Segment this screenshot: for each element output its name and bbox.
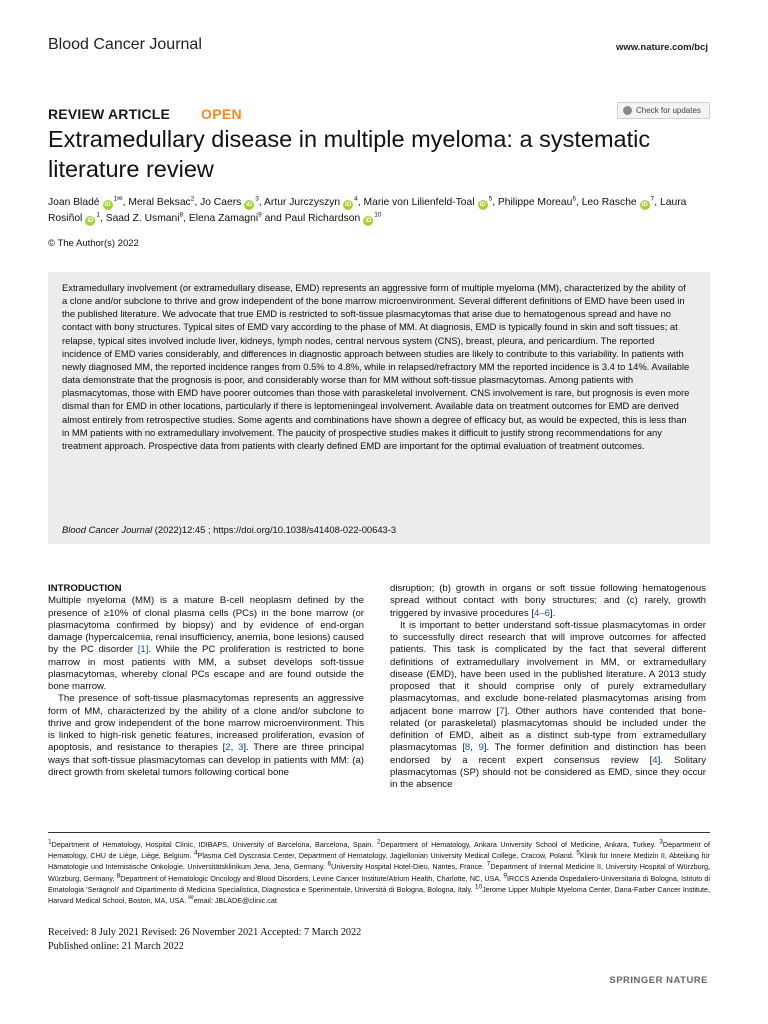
author-separator: , — [654, 197, 661, 208]
paragraph-text: disruption; (b) growth in organs or soft tissue following hematogenous spread without contact with bony structures; and (c) rarely, growth triggered by invasive procedures [ — [390, 583, 706, 619]
article-type-label: REVIEW ARTICLE — [48, 106, 171, 122]
author-affiliation-sup: 2 — [190, 195, 195, 203]
author-affiliation-sup: 8 — [179, 211, 184, 219]
author-separator: , — [357, 197, 364, 208]
author-name[interactable]: Jo Caers — [200, 197, 242, 208]
copyright-notice: © The Author(s) 2022 — [48, 238, 139, 249]
orcid-icon[interactable]: iD — [87, 217, 94, 224]
affiliation-number: 10 — [474, 883, 483, 891]
affiliation-text: Department of Hematologic Oncology and Blood Disorders, Levine Cancer Institute/Atrium Health, Charlotte, NC, USA. — [120, 873, 504, 883]
affiliation-number: 1 — [48, 838, 52, 846]
citation-line — [62, 524, 396, 535]
author-separator: , — [492, 197, 498, 208]
section-heading-introduction: INTRODUCTION — [48, 583, 122, 594]
author-name[interactable]: Meral Beksac — [128, 197, 191, 208]
body-paragraph — [48, 595, 364, 693]
author-name[interactable]: Marie von Lilienfeld-Toal — [363, 197, 475, 208]
body-column-right — [390, 583, 706, 791]
paragraph-text: Multiple myeloma (MM) is a mature B-cell neoplasm defined by the presence of ≥10% of clonal plasma cells (PCs) in the bone marrow (or plasmacytoma confirmed by biopsy) and by evidence of end-organ damage (hypercalcemia, renal insufficiency, anemia, bone lesions) caused by the PC disorder — [48, 595, 364, 656]
paragraph-text: ]. The former definition and distinction has been endorsed by a recent expert consensus review [ — [390, 742, 706, 766]
paragraph-text: ]. Solitary plasmacytomas (SP) should not be considered as EMD, since they occur in the absence — [390, 754, 706, 790]
affiliation-text: Department of Hematology, Hospital Clínic, IDIBAPS, University of Barcelona, Barcelona, Spain. — [51, 840, 377, 849]
citation-details[interactable]: (2022)12:45 ; https://doi.org/10.1038/s41408-022-00643-3 — [152, 524, 397, 535]
author-separator: and — [261, 212, 285, 224]
body-column-left — [48, 583, 364, 779]
author-name[interactable]: Leo Rasche — [581, 197, 637, 208]
paragraph-text: ]. There are three principal ways that soft-tissue plasmacytomas can develop in patients with MM: (a) direct growth from skeletal tumors following cortical bone — [48, 742, 364, 778]
body-paragraph — [390, 620, 706, 792]
open-access-label: OPEN — [201, 106, 242, 122]
author-affiliation-sup: 1✉ — [113, 195, 123, 203]
orcid-icon[interactable]: iD — [104, 202, 111, 208]
abstract-text: Extramedullary involvement (or extramedullary disease, EMD) represents an aggressive form of multiple myeloma (MM), characterized by the ability of a clone and/or subclone to thrive and grow independent of the bone marrow microenvironment. Several different definitions of EMD have been used in the published literature. We advocate that true EMD is restricted to soft-tissue plasmacytomas that arise due to hematogenous spread and have no contact with bony structures. Typical sites of EMD vary according to the phase of MM. At diagnosis, EMD is typically found in skin and soft tissues; at relapse, typical sites involved include liver, kidneys, lymph nodes, central nervous system (CNS), breast, pleura, and pericardium. The reported incidence of EMD varies considerably, and differences in diagnostic approach between studies are likely to contribute to this variability. In patients with newly diagnosed MM, the reported incidence ranges from 0.5% to 4.8%, while in relapsed/refractory MM the reported incidence is 3.4 to 14%. Available data demonstrate that the prognosis is poor, and considerably worse than for MM without soft-tissue plasmacytomas. Among patients with plasmacytomas, those with EMD have poorer outcomes than those with paraskeletal involvement. CNS involvement is rare, but prognosis is even more dismal than for EMD in other locations, particularly if there is leptomeningeal involvement. Available data on treatment outcomes for EMD are derived almost entirely from retrospective studies. Some agents and combinations have shown a degree of efficacy but, as would be expected, this is less than in MM patients with no extramedullary involvement. The paucity of prospective studies makes it difficult to justify strong recommendations for any treatment approach. Prospective data from patients with clearly defined EMD are important for the optimal evaluation of treatment outcomes. — [62, 282, 690, 451]
paragraph-text: The presence of soft-tissue plasmacytomas represents an aggressive form of MM, characterized by the ability of a clone and/or subclone to thrive and grow independent of the bone marrow microenvironment. This is linked to high-risk genetic features, increased proliferation, evasion of apoptosis, and resistance to therapies [ — [48, 693, 364, 754]
affiliation-number: 9 — [503, 872, 508, 880]
author-affiliation-sup: 9 — [258, 211, 262, 219]
paragraph-text: ]. Other authors have contended that bone-related (or paraskeletal) plasmacytomas should be included under the definition of EMD, albeit as a distinct sub-type from extramedullary plasmacytomas [ — [390, 705, 706, 754]
author-affiliation-sup: 6 — [572, 195, 576, 203]
reference-link[interactable]: 9 — [478, 742, 484, 754]
author-list — [48, 195, 708, 226]
paragraph-text: . While the PC proliferation is restricted to bone marrow in most patients with MM, a subset develops soft-tissue plasmacytomas, whereby clonal PCs escape and are found outside the bone marrow. — [48, 644, 364, 692]
affiliation-text: Department of Internal Medicine II, University Hospital of Würzburg, Würzburg, Germany. — [48, 862, 711, 883]
affiliation-number: ✉ — [188, 894, 194, 902]
reference-link[interactable]: 3 — [238, 742, 244, 754]
article-dates — [48, 926, 708, 953]
affiliation-text: IRCCS Azienda Ospedaliero-Universitaria di Bologna, Istituto di Ematologia 'Seràgnoli' and Dipartimento di Medicina Specialistica, Diagnostica e Sperimentale, Università di Bologna, Bologna, Italy. — [48, 873, 710, 894]
paragraph-text: , — [230, 742, 239, 754]
journal-name: Blood Cancer Journal — [48, 36, 202, 53]
author-affiliation-sup: 7 — [650, 195, 655, 203]
author-name[interactable]: Laura Rosiñol — [48, 197, 687, 224]
check-updates-icon — [623, 106, 632, 115]
author-separator: , — [575, 197, 582, 208]
orcid-icon[interactable]: iD — [246, 202, 253, 208]
author-affiliation-sup: 1 — [96, 211, 100, 219]
article-title: Extramedullary disease in multiple myeloma: a systematic literature review — [48, 126, 651, 182]
author-separator: , — [99, 212, 106, 224]
dates-published-line: Published online: 21 March 2022 — [48, 940, 184, 952]
abstract-box — [48, 272, 710, 544]
journal-url-link[interactable]: www.nature.com/bcj — [615, 42, 708, 53]
author-separator: , — [258, 197, 265, 208]
dates-received-line: Received: 8 July 2021 Revised: 26 November 2021 Accepted: 7 March 2022 — [48, 927, 362, 938]
author-affiliation-sup: 10 — [374, 211, 382, 219]
reference-link[interactable]: 8 — [464, 742, 471, 754]
affiliations-footnote — [48, 839, 710, 906]
footnote-divider — [48, 832, 710, 833]
affiliation-number: 2 — [376, 838, 381, 846]
affiliation-number: 4 — [193, 849, 198, 857]
paragraph-text: , — [470, 742, 479, 754]
body-paragraph — [48, 693, 364, 779]
affiliation-text: Plasma Cell Dyscrasia Center, Department of Hematology, Jagiellonian University Medical College, Cracow, Poland. — [197, 851, 577, 861]
author-name[interactable]: Paul Richardson — [284, 212, 361, 224]
check-updates-label: Check for updates — [636, 106, 701, 115]
reference-link[interactable]: 4 — [652, 754, 658, 766]
reference-link[interactable]: 4–6 — [533, 607, 550, 619]
affiliation-text: University Hospital Hotel-Dieu, Nantes, France. — [331, 862, 487, 872]
author-name[interactable]: Elena Zamagni — [188, 212, 259, 224]
author-name[interactable]: Saad Z. Usmani — [105, 212, 180, 224]
affiliation-number: 5 — [576, 849, 580, 857]
affiliation-text: Department of Hematology, CHU de Liège, Liège, Belgium. — [48, 840, 710, 861]
affiliation-text[interactable]: email: JBLADE@clinic.cat — [193, 896, 277, 906]
affiliation-number: 7 — [486, 861, 491, 869]
author-separator: , — [194, 197, 201, 208]
reference-link[interactable]: [1] — [137, 644, 149, 656]
author-name[interactable]: Artur Jurczyszyn — [264, 197, 341, 208]
orcid-icon[interactable]: iD — [345, 202, 352, 208]
orcid-icon[interactable]: iD — [641, 202, 648, 208]
affiliation-number: 6 — [327, 861, 332, 869]
reference-link[interactable]: 7 — [499, 705, 505, 717]
author-name[interactable]: Joan Bladé — [48, 197, 100, 208]
author-affiliation-sup: 3 — [255, 195, 259, 203]
author-affiliation-sup: 4 — [354, 195, 358, 203]
affiliation-text: Department of Hematology, Ankara University School of Medicine, Ankara, Turkey. — [380, 840, 660, 849]
reference-link[interactable]: 2 — [225, 742, 231, 754]
paragraph-text: ]. — [550, 607, 556, 619]
citation-journal: Blood Cancer Journal — [62, 524, 153, 535]
orcid-icon[interactable]: iD — [479, 202, 486, 208]
orcid-icon[interactable]: iD — [365, 217, 372, 224]
paragraph-text: It is important to better understand soft-tissue plasmacytomas in order to successfully direct research that will improve outcomes for affected patients. This task is complicated by the fact that several different definitions of extramedullary involvement in MM, or extramedullary disease (EMD), have been used in the published literature. A 2013 study proposed that it should comprise only of purely extramedullary plasmacytomas, and exclude bone-related plasmacytomas arising from adjacent bone marrow [ — [390, 619, 706, 717]
author-affiliation-sup: 5 — [488, 195, 493, 203]
affiliation-text: Jerome Lipper Multiple Myeloma Center, Dana-Farber Cancer Institute, Harvard Medical School, Boston, MA, USA. — [48, 884, 710, 906]
affiliation-number: 8 — [116, 872, 121, 880]
check-for-updates-button[interactable] — [617, 102, 710, 119]
body-paragraph — [390, 583, 706, 620]
affiliation-number: 3 — [659, 838, 663, 846]
publisher-logo: SPRINGER NATURE — [609, 975, 708, 986]
author-name[interactable]: Philippe Moreau — [497, 197, 573, 208]
author-separator: , — [122, 197, 129, 208]
author-separator: , — [183, 212, 189, 224]
affiliation-text: Klinik für Innere Medizin II, Abteilung für Hämatologie und Internistische Onkologie, Universitätsklinikum Jena, Jena, Germany. — [48, 851, 710, 872]
